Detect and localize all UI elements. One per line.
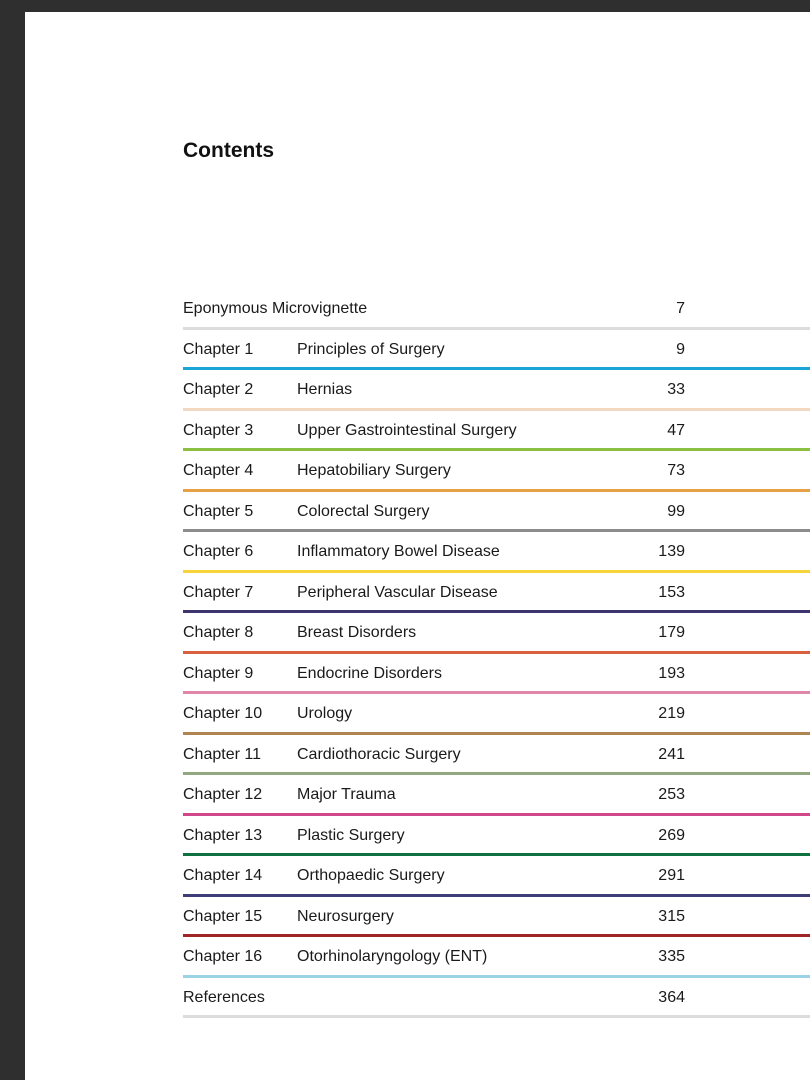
- toc-row[interactable]: [183, 289, 810, 330]
- toc-page-number: 7: [676, 300, 685, 317]
- toc-row[interactable]: [183, 775, 810, 816]
- toc-chapter-title: Breast Disorders: [297, 624, 417, 641]
- toc-chapter-title: Upper Gastrointestinal Surgery: [297, 421, 517, 439]
- toc-page-number: 47: [667, 421, 685, 439]
- toc-chapter-label: Chapter 16: [183, 948, 263, 965]
- toc-chapter-title: Otorhinolaryngology (ENT): [297, 948, 488, 965]
- toc-chapter-title: Major Trauma: [297, 786, 396, 803]
- toc-chapter-label: Eponymous Microvignette: [183, 300, 368, 317]
- toc-page-number: 33: [667, 381, 685, 398]
- toc-chapter-label: References: [183, 988, 265, 1006]
- toc-page-number: 9: [676, 340, 685, 358]
- toc-row[interactable]: [183, 694, 810, 735]
- toc-chapter-label: Chapter 4: [183, 462, 254, 479]
- toc-chapter-label: Chapter 7: [183, 583, 254, 601]
- toc-row[interactable]: [183, 613, 810, 654]
- toc-page-number: 193: [658, 664, 685, 682]
- toc-page-number: 139: [658, 543, 685, 560]
- toc-page-number: 219: [658, 705, 685, 722]
- toc-chapter-label: Chapter 5: [183, 502, 254, 520]
- toc-chapter-label: Chapter 14: [183, 867, 263, 884]
- toc-row[interactable]: [183, 451, 810, 492]
- toc-chapter-label: Chapter 2: [183, 381, 254, 398]
- toc-chapter-label: Chapter 15: [183, 907, 263, 925]
- table-of-contents: [183, 289, 810, 1018]
- toc-chapter-title: Plastic Surgery: [297, 826, 405, 844]
- toc-row[interactable]: [183, 937, 810, 978]
- toc-row[interactable]: [183, 411, 810, 452]
- toc-chapter-title: Neurosurgery: [297, 907, 394, 925]
- document-page: [25, 12, 810, 1080]
- toc-row[interactable]: [183, 735, 810, 776]
- toc-chapter-label: Chapter 3: [183, 421, 254, 439]
- page-title: Contents: [183, 139, 274, 162]
- toc-chapter-title: Peripheral Vascular Disease: [297, 583, 498, 601]
- toc-page-number: 73: [667, 462, 685, 479]
- toc-chapter-label: Chapter 12: [183, 786, 263, 803]
- toc-chapter-title: Orthopaedic Surgery: [297, 867, 445, 884]
- toc-row[interactable]: [183, 330, 810, 371]
- toc-chapter-label: Chapter 1: [183, 340, 254, 358]
- toc-row[interactable]: [183, 370, 810, 411]
- toc-page-number: 315: [658, 907, 685, 925]
- toc-page-number: 99: [667, 502, 685, 520]
- toc-chapter-title: Principles of Surgery: [297, 340, 445, 358]
- toc-chapter-title: Hernias: [297, 381, 353, 398]
- toc-row[interactable]: [183, 573, 810, 614]
- toc-chapter-title: Endocrine Disorders: [297, 664, 442, 682]
- toc-chapter-label: Chapter 8: [183, 624, 254, 641]
- toc-chapter-label: Chapter 10: [183, 705, 263, 722]
- toc-chapter-label: Chapter 6: [183, 543, 254, 560]
- toc-chapter-title: Urology: [297, 705, 353, 722]
- toc-chapter-title: Inflammatory Bowel Disease: [297, 543, 500, 560]
- toc-row[interactable]: [183, 897, 810, 938]
- toc-row[interactable]: [183, 856, 810, 897]
- toc-page-number: 269: [658, 826, 685, 844]
- toc-row[interactable]: [183, 816, 810, 857]
- toc-page-number: 179: [658, 624, 685, 641]
- toc-page-number: 253: [658, 786, 685, 803]
- toc-page-number: 291: [658, 867, 685, 884]
- toc-row[interactable]: [183, 978, 810, 1019]
- toc-row[interactable]: [183, 654, 810, 695]
- toc-page-number: 335: [658, 948, 685, 965]
- toc-chapter-label: Chapter 11: [183, 745, 261, 763]
- toc-chapter-title: Hepatobiliary Surgery: [297, 462, 451, 479]
- toc-page-number: 153: [658, 583, 685, 601]
- toc-chapter-title: Colorectal Surgery: [297, 502, 430, 520]
- toc-page-number: 241: [658, 745, 685, 763]
- toc-page-number: 364: [658, 988, 685, 1006]
- toc-chapter-label: Chapter 13: [183, 826, 263, 844]
- toc-row[interactable]: [183, 492, 810, 533]
- toc-row[interactable]: [183, 532, 810, 573]
- toc-chapter-title: Cardiothoracic Surgery: [297, 745, 461, 763]
- toc-chapter-label: Chapter 9: [183, 664, 254, 682]
